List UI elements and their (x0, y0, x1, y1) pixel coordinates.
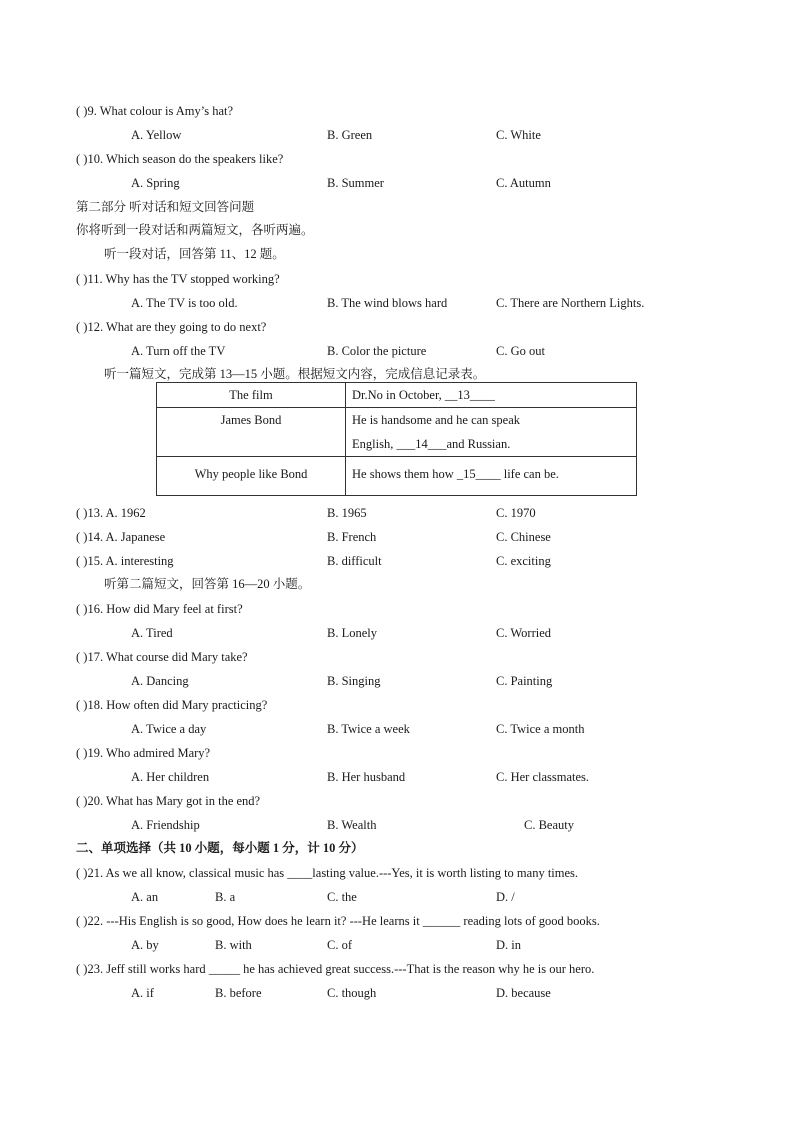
q10-option-b[interactable]: B. Summer (327, 176, 384, 190)
question-18-stem: ( )18. How often did Mary practicing? (76, 698, 268, 712)
q16-option-c[interactable]: C. Worried (496, 626, 552, 640)
question-21-stem: ( )21. As we all know, classical music has ____lasting value.---Yes, it is worth listing to many times. (76, 866, 579, 880)
q12-option-c[interactable]: C. Go out (496, 344, 545, 358)
question-20-stem: ( )20. What has Mary got in the end? (76, 794, 261, 808)
film-label: The film (157, 383, 346, 408)
q23-option-c[interactable]: C. though (327, 986, 377, 1000)
q20-option-a[interactable]: A. Friendship (131, 818, 200, 832)
q23-option-d[interactable]: D. because (496, 986, 551, 1000)
question-22-stem: ( )22. ---His English is so good, How does he learn it? ---He learns it ______ reading lots of good books. (76, 914, 600, 928)
q9-option-a[interactable]: A. Yellow (131, 128, 182, 142)
q14-option-c[interactable]: C. Chinese (496, 530, 551, 544)
bond-value (346, 408, 637, 457)
q10-option-a[interactable]: A. Spring (131, 176, 180, 190)
question-11-stem: ( )11. Why has the TV stopped working? (76, 272, 280, 286)
passage2-instruction: 听第二篇短文，回答第 16—20 小题。 (104, 577, 311, 591)
q20-option-c[interactable]: C. Beauty (524, 818, 574, 832)
q19-option-b[interactable]: B. Her husband (327, 770, 406, 784)
q22-option-c[interactable]: C. of (327, 938, 352, 952)
question-17-stem: ( )17. What course did Mary take? (76, 650, 248, 664)
q15-option-c[interactable]: C. exciting (496, 554, 551, 568)
q18-option-b[interactable]: B. Twice a week (327, 722, 410, 736)
q13-option-c[interactable]: C. 1970 (496, 506, 536, 520)
section2-title: 二、单项选择（共 10 小题，每小题 1 分，计 10 分） (76, 841, 364, 855)
q23-option-a[interactable]: A. if (131, 986, 154, 1000)
q11-option-a[interactable]: A. The TV is too old. (131, 296, 238, 310)
q21-option-d[interactable]: D. / (496, 890, 515, 904)
q12-option-b[interactable]: B. Color the picture (327, 344, 427, 358)
q17-option-c[interactable]: C. Painting (496, 674, 553, 688)
q9-option-b[interactable]: B. Green (327, 128, 373, 142)
q11-option-c[interactable]: C. There are Northern Lights. (496, 296, 645, 310)
why-like-value: He shows them how _15____ life can be. (346, 457, 637, 496)
table-row (157, 408, 637, 457)
q10-option-c[interactable]: C. Autumn (496, 176, 551, 190)
why-like-label: Why people like Bond (157, 457, 346, 496)
q9-option-c[interactable]: C. White (496, 128, 541, 142)
q21-option-b[interactable]: B. a (215, 890, 236, 904)
q19-option-a[interactable]: A. Her children (131, 770, 210, 784)
q18-option-a[interactable]: A. Twice a day (131, 722, 207, 736)
q22-option-d[interactable]: D. in (496, 938, 521, 952)
part2-title: 第二部分 听对话和短文回答问题 (76, 200, 255, 214)
table-row (157, 457, 637, 496)
q18-option-c[interactable]: C. Twice a month (496, 722, 585, 736)
question-15-stem[interactable]: ( )15. A. interesting (76, 554, 174, 568)
q12-option-a[interactable]: A. Turn off the TV (131, 344, 226, 358)
q15-option-b[interactable]: B. difficult (327, 554, 382, 568)
bond-value-line2: English, ___14___and Russian. (352, 437, 511, 451)
q23-option-b[interactable]: B. before (215, 986, 262, 1000)
question-13-stem[interactable]: ( )13. A. 1962 (76, 506, 146, 520)
question-12-stem: ( )12. What are they going to do next? (76, 320, 267, 334)
question-10-stem: ( )10. Which season do the speakers like? (76, 152, 284, 166)
question-19-stem: ( )19. Who admired Mary? (76, 746, 211, 760)
q21-option-a[interactable]: A. an (131, 890, 159, 904)
bond-value-line1: He is handsome and he can speak (352, 413, 520, 427)
q17-option-b[interactable]: B. Singing (327, 674, 381, 688)
q14-option-b[interactable]: B. French (327, 530, 377, 544)
q22-option-a[interactable]: A. by (131, 938, 159, 952)
q19-option-c[interactable]: C. Her classmates. (496, 770, 590, 784)
q16-option-a[interactable]: A. Tired (131, 626, 173, 640)
question-16-stem: ( )16. How did Mary feel at first? (76, 602, 243, 616)
q16-option-b[interactable]: B. Lonely (327, 626, 377, 640)
q13-option-b[interactable]: B. 1965 (327, 506, 367, 520)
film-value: Dr.No in October, __13____ (346, 383, 637, 408)
passage1-instruction: 听一篇短文，完成第 13—15 小题。根据短文内容，完成信息记录表。 (104, 367, 486, 381)
q22-option-b[interactable]: B. with (215, 938, 252, 952)
q20-option-b[interactable]: B. Wealth (327, 818, 377, 832)
question-14-stem[interactable]: ( )14. A. Japanese (76, 530, 166, 544)
part2-intro: 你将听到一段对话和两篇短文，各听两遍。 (76, 223, 314, 237)
table-row (157, 383, 637, 408)
info-record-table (156, 382, 637, 496)
q11-option-b[interactable]: B. The wind blows hard (327, 296, 448, 310)
q21-option-c[interactable]: C. the (327, 890, 357, 904)
dialogue-instruction: 听一段对话，回答第 11、12 题。 (104, 247, 285, 261)
q17-option-a[interactable]: A. Dancing (131, 674, 189, 688)
bond-label: James Bond (157, 408, 346, 457)
question-23-stem: ( )23. Jeff still works hard _____ he has achieved great success.---That is the reason why he is our hero. (76, 962, 595, 976)
question-9-stem: ( )9. What colour is Amy’s hat? (76, 104, 234, 118)
